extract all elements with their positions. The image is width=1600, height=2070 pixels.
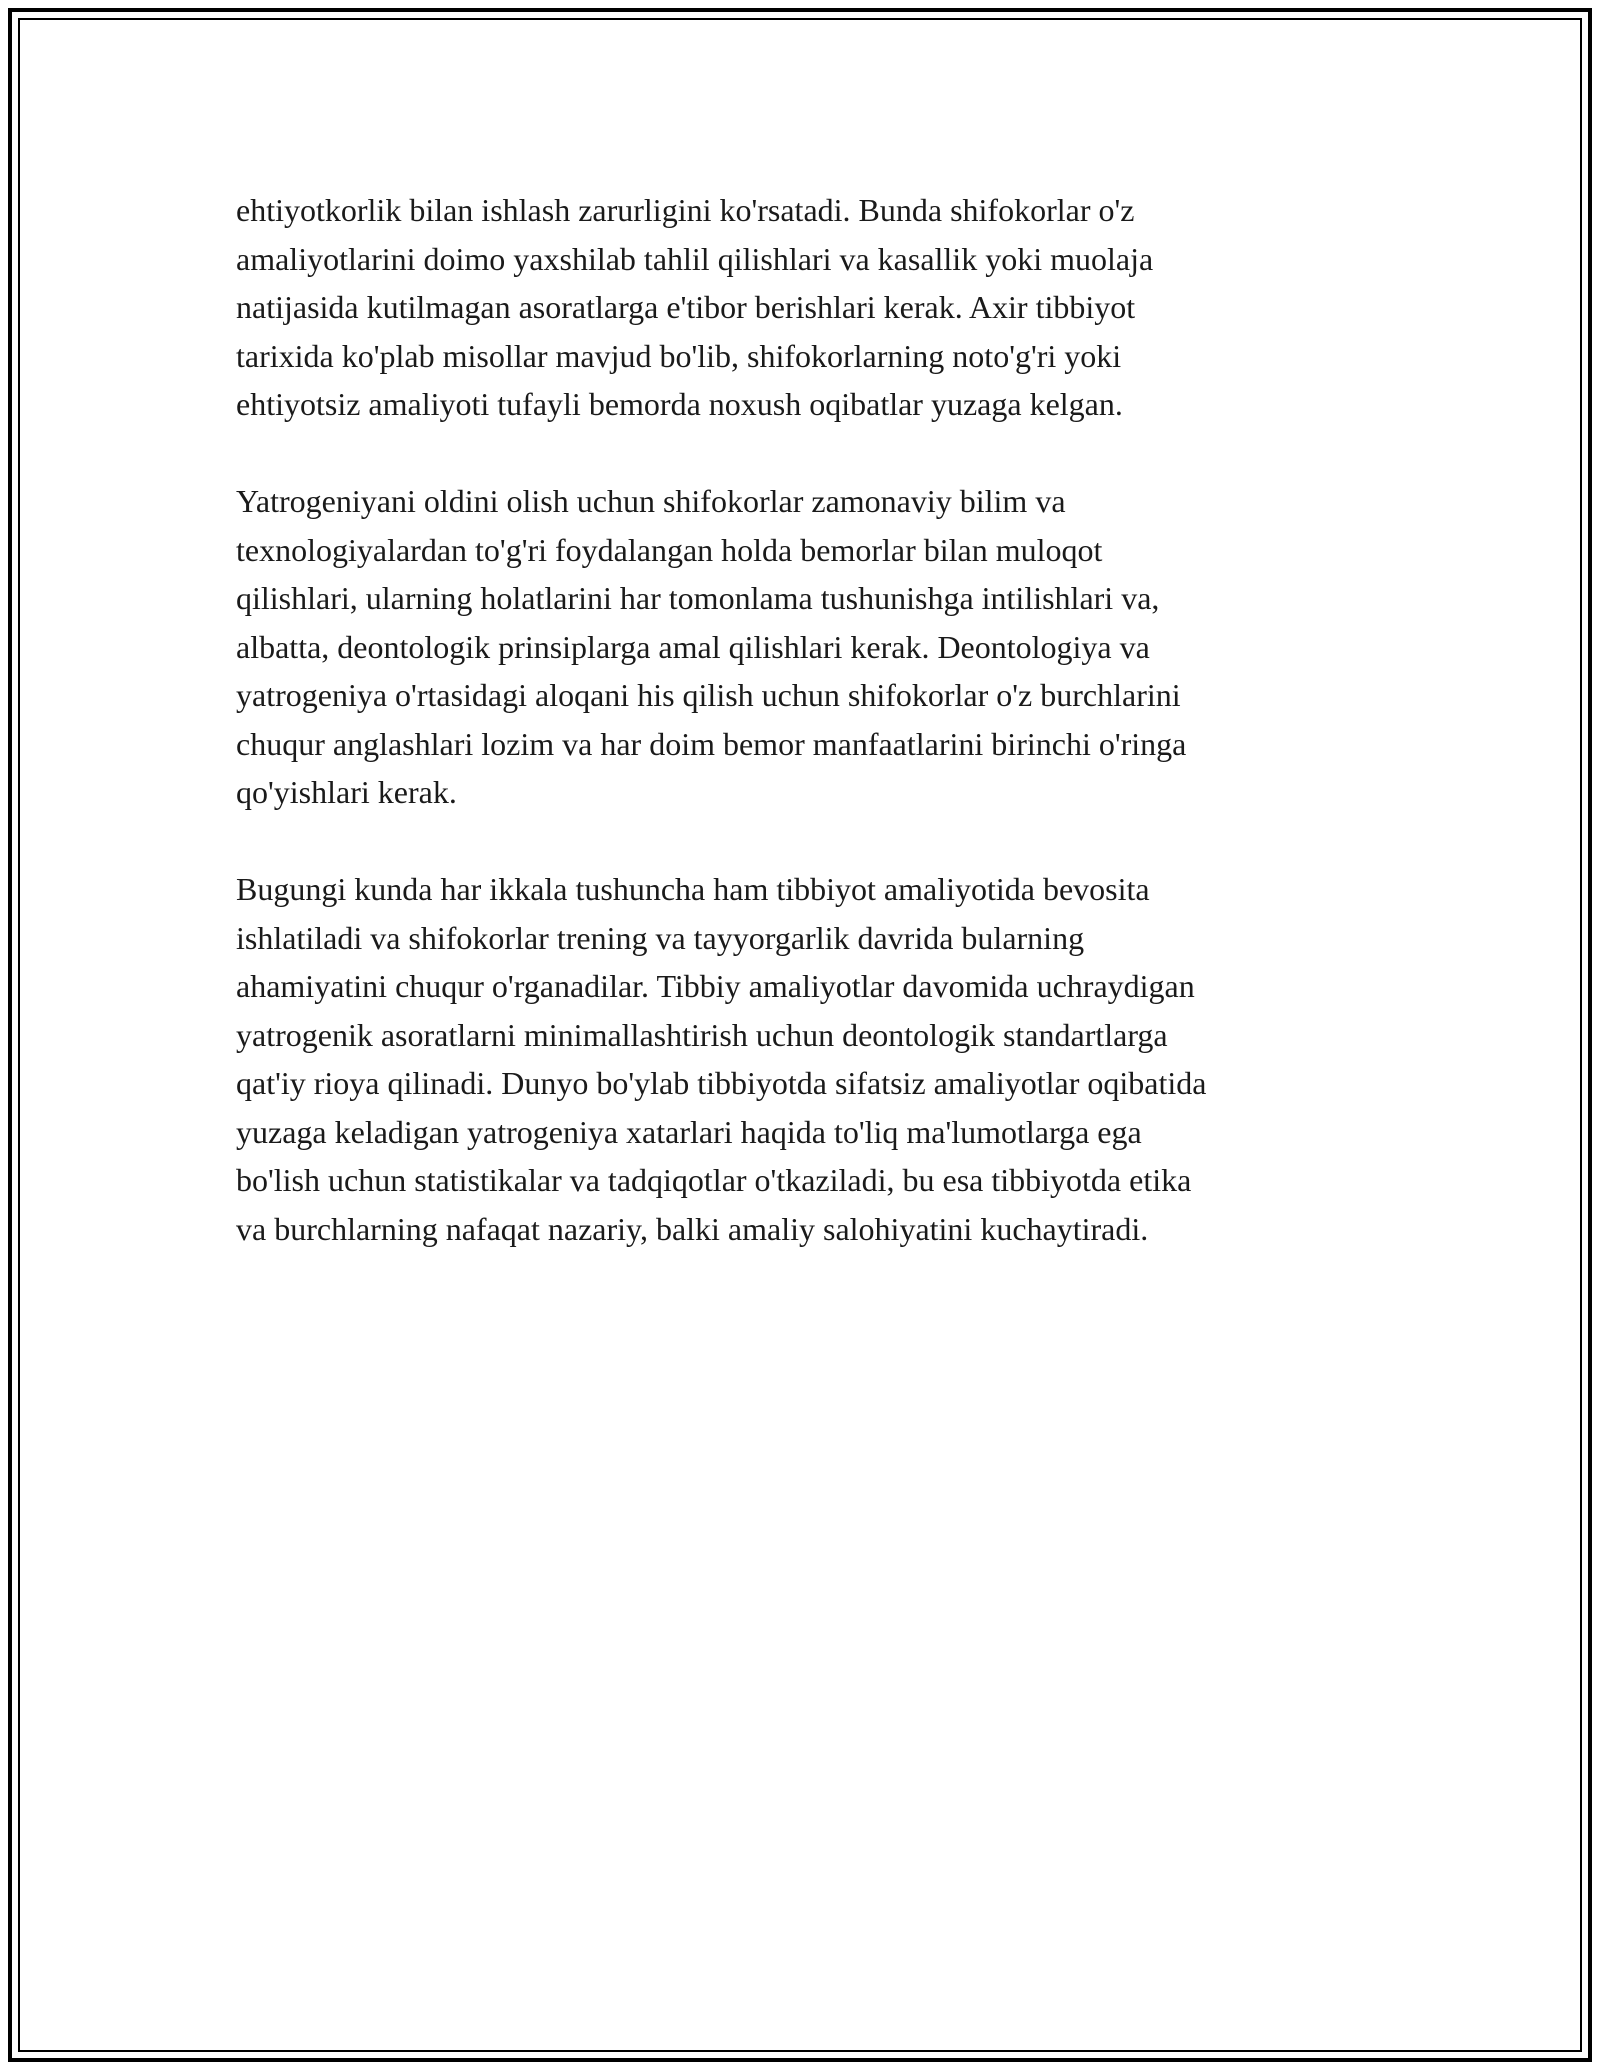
text-line: yatrogeniya o'rtasidagi aloqani his qilish uchun shifokorlar o'z burchlarini [236, 677, 1181, 713]
text-line: amaliyotlarini doimo yaxshilab tahlil qilishlari va kasallik yoki muolaja [236, 240, 1154, 277]
text-line: ehtiyotkorlik bilan ishlash zarurligini ko'rsatadi. Bunda shifokorlar o'z [236, 192, 1135, 228]
paragraph-2 [236, 477, 1366, 817]
paragraph-1 [236, 186, 1366, 429]
document-body [236, 186, 1366, 1302]
text-line: ahamiyatini chuqur o'rganadilar. Tibbiy amaliyotlar davomida uchraydigan [236, 968, 1195, 1004]
text-line: ehtiyotsiz amaliyoti tufayli bemorda noxush oqibatlar yuzaga kelgan. [236, 386, 1123, 422]
text-line: qat'iy rioya qilinadi. Dunyo bo'ylab tibbiyotda sifatsiz amaliyotlar oqibatida [236, 1065, 1207, 1101]
text-line: yuzaga keladigan yatrogeniya xatarlari haqida to'liq ma'lumotlarga ega [236, 1113, 1142, 1150]
text-line: Yatrogeniyani oldini olish uchun shifokorlar zamonaviy bilim va [236, 483, 1066, 519]
paragraph-3 [236, 865, 1366, 1253]
text-line: chuqur anglashlari lozim va har doim bemor manfaatlarini birinchi o'ringa [236, 725, 1187, 762]
text-line: yatrogenik asoratlarni minimallashtirish uchun deontologik standartlarga [236, 1016, 1168, 1053]
text-line: va burchlarning nafaqat nazariy, balki amaliy salohiyatini kuchaytiradi. [236, 1210, 1149, 1247]
text-line: Bugungi kunda har ikkala tushuncha ham tibbiyot amaliyotida bevosita [236, 871, 1150, 907]
text-line: qo'yishlari kerak. [236, 774, 457, 810]
text-line: tarixida ko'plab misollar mavjud bo'lib, shifokorlarning noto'g'ri yoki [236, 337, 1122, 374]
text-line: natijasida kutilmagan asoratlarga e'tibor berishlari kerak. Axir tibbiyot [236, 289, 1136, 325]
text-line: qilishlari, ularning holatlarini har tomonlama tushunishga intilishlari va, [236, 580, 1160, 616]
text-line: texnologiyalardan to'g'ri foydalangan holda bemorlar bilan muloqot [236, 531, 1103, 568]
text-line: bo'lish uchun statistikalar va tadqiqotlar o'tkaziladi, bu esa tibbiyotda etika [236, 1162, 1192, 1198]
text-line: ishlatiladi va shifokorlar trening va tayyorgarlik davrida bularning [236, 919, 1085, 956]
text-line: albatta, deontologik prinsiplarga amal qilishlari kerak. Deontologiya va [236, 628, 1150, 665]
